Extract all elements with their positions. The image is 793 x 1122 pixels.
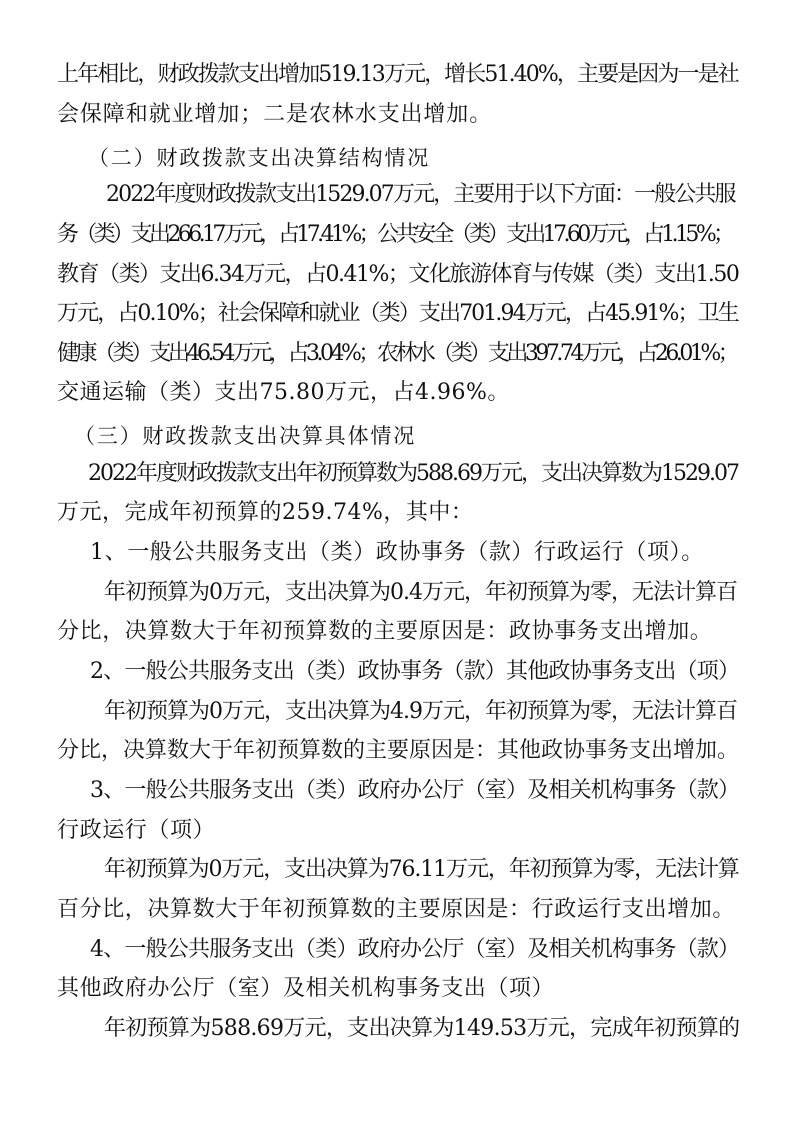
paragraph-line: 万元，完成年初预算的259.74%，其中： bbox=[57, 500, 474, 525]
paragraph-line: 分比，决算数大于年初预算数的主要原因是：其他政协事务支出增加。 bbox=[57, 738, 740, 763]
item-heading: 1、一般公共服务支出（类）政协事务（款）行政运行（项）。 bbox=[90, 540, 704, 565]
paragraph-line: 会保障和就业增加；二是农林水支出增加。 bbox=[57, 102, 493, 127]
paragraph-line: 教育（类）支出6.34万元，占0.41%；文化旅游体育与传媒（类）支出1.50 bbox=[57, 262, 739, 287]
paragraph-line: 年初预算为588.69万元，支出决算为149.53万元，完成年初预算的 bbox=[104, 1016, 740, 1041]
paragraph-line: 健康（类）支出46.54万元，占3.04%；农林水（类）支出397.74万元，占26.01%； bbox=[57, 341, 737, 366]
paragraph-line: 年初预算为0万元，支出决算为4.9万元，年初预算为零，无法计算百 bbox=[104, 699, 737, 724]
item-heading: 3、一般公共服务支出（类）政府办公厅（室）及相关机构事务（款） bbox=[90, 778, 740, 803]
section-heading: （三）财政拨款支出决算具体情况 bbox=[74, 424, 416, 448]
section-heading: （二）财政拨款支出决算结构情况 bbox=[88, 146, 430, 170]
paragraph-line: 务（类）支出266.17万元，占17.41%；公共安全（类）支出17.60万元，占1.15%； bbox=[57, 222, 732, 247]
paragraph-line: 行政运行（项） bbox=[57, 818, 216, 843]
item-heading: 4、一般公共服务支出（类）政府办公厅（室）及相关机构事务（款） bbox=[90, 937, 740, 962]
paragraph-line: 年初预算为0万元，支出决算为0.4万元，年初预算为零，无法计算百 bbox=[104, 580, 737, 605]
paragraph-line: 上年相比，财政拨款支出增加519.13万元，增长51.40%，主要是因为一是社 bbox=[57, 62, 738, 87]
paragraph-line: 交通运输（类）支出75.80万元，占4.96%。 bbox=[57, 380, 510, 405]
paragraph-line: 万元，占0.10%；社会保障和就业（类）支出701.94万元，占45.91%；卫生 bbox=[57, 301, 738, 326]
paragraph-line: 百分比，决算数大于年初预算数的主要原因是：行政运行支出增加。 bbox=[57, 897, 736, 922]
paragraph-line: 2022年度财政拨款支出年初预算数为588.69万元，支出决算数为1529.07 bbox=[88, 461, 738, 486]
paragraph-line: 其他政府办公厅（室）及相关机构事务支出（项） bbox=[57, 976, 555, 1001]
item-heading: 2、一般公共服务支出（类）政协事务（款）其他政协事务支出（项） bbox=[90, 659, 740, 684]
paragraph-line: 分比，决算数大于年初预算数的主要原因是：政协事务支出增加。 bbox=[57, 619, 713, 644]
paragraph-line: 2022年度财政拨款支出1529.07万元，主要用于以下方面：一般公共服 bbox=[106, 182, 735, 207]
paragraph-line: 年初预算为0万元，支出决算为76.11万元，年初预算为零，无法计算 bbox=[104, 857, 739, 882]
